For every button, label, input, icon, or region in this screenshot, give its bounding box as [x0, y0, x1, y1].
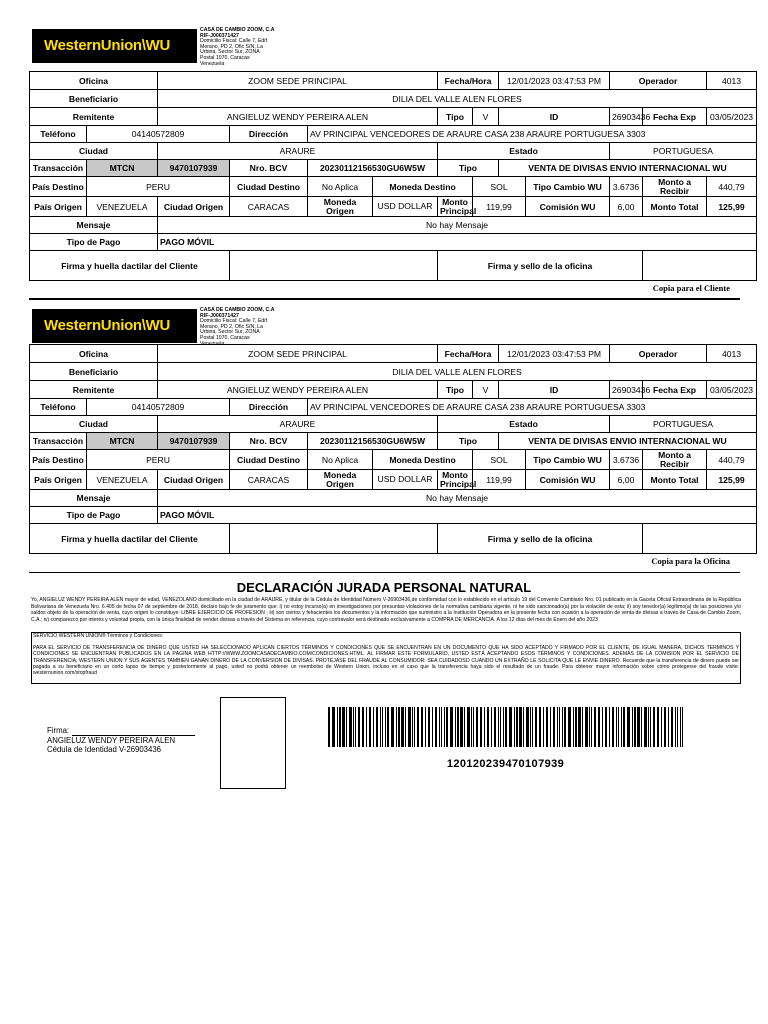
- label-fecha-hora: Fecha/Hora: [438, 72, 499, 90]
- value-monto-recibir: 440,79: [707, 450, 757, 470]
- label-tipo-pago: Tipo de Pago: [30, 507, 158, 524]
- barcode-bar: [557, 707, 558, 747]
- barcode-bar: [349, 707, 352, 747]
- barcode-bar: [464, 707, 465, 747]
- label-beneficiario: Beneficiario: [30, 363, 158, 381]
- label-telefono: Teléfono: [30, 126, 87, 143]
- barcode-bar: [498, 707, 499, 747]
- value-ciudad-origen: CARACAS: [230, 470, 308, 490]
- barcode-bar: [568, 707, 571, 747]
- value-oficina: ZOOM SEDE PRINCIPAL: [158, 72, 438, 90]
- barcode-bar: [405, 707, 406, 747]
- barcode-bar: [444, 707, 445, 747]
- label-monto-recibir: Monto a Recibir: [643, 450, 707, 470]
- label-tipo-transaccion: Tipo: [438, 433, 499, 450]
- barcode-bar: [421, 707, 423, 747]
- signature-label: Firma:: [47, 726, 70, 735]
- value-fecha-hora: 12/01/2023 03:47:53 PM: [499, 345, 610, 363]
- label-moneda-origen: Moneda Origen: [308, 470, 373, 490]
- barcode-bar: [503, 707, 504, 747]
- value-id: 26903436: [610, 381, 643, 399]
- barcode-bar: [366, 707, 367, 747]
- terms-text: PARA EL SERVICIO DE TRANSFERENCIA DE DINERO QUE USTED HA SELECCIONADO APLICAN CIERTOS TÉRMINOS Y CONDICIONES QUE SE ENCUENTRAN EN UN DOCUMENTO QUE HA SIDO ACEPTADO Y FIRMADO POR EL CLIENTE, DE IGUAL MANERA, DICHOS TERMINOS Y CONDICIONES SE ENCUENTRAN PUBLICADOS EN LA PÁGINA WEB HTTP://WWW.ZOOMCASADECAMBIO.COM/CONDICIONES.HTML. AL FIRMAR ESTE FORMULARIO, USTED ESTÁ ACEPTANDO ESOS TÉRMINOS Y CONDICIONES. ADEMÁS DE LA COMISION POR EL SERVICIO DE TRANSFERENCIA, WESTERN UNION Y SUS AGENTES TAMBIEN GANAN DINERO DE LA CONVERSION DE DIVISAS. PROTÉJASE DEL FRAUDE AL CONSUMIDOR: SEA CUIDADOSO CUANDO UN EXTRAÑO LE SOLICITA QUE LE ENVIE DINERO. Recuerde que la transferencia de dinero puede ser pagada a su beneficiario en un corto lapso de tiempo y posteriormente al pago, usted no podrá obtener un reembolso de Western Union, incluso en el caso que la transferencia haya sido el resultado de un fraude. Para obtener mayor información sobre cómo protegerse del fraude visite: westernunion.com/stopfraud: [33, 645, 739, 677]
- value-monto-recibir: 440,79: [707, 177, 757, 197]
- barcode-bar: [337, 707, 338, 747]
- value-ciudad: ARAURE: [158, 416, 438, 433]
- barcode-bar: [450, 707, 453, 747]
- label-tipo-cambio: Tipo Cambio WU: [526, 450, 610, 470]
- value-tipo-pago: PAGO MÓVIL: [158, 234, 757, 251]
- value-estado: PORTUGUESA: [610, 416, 757, 433]
- barcode-bar: [562, 707, 563, 747]
- value-direccion: AV PRINCIPAL VENCEDORES DE ARAURE CASA 238 ARAURE PORTUGUESA 3303: [308, 126, 757, 143]
- label-remitente: Remitente: [30, 381, 158, 399]
- barcode-bar: [355, 707, 356, 747]
- barcode-bar: [500, 707, 501, 747]
- declaration-text: Yo, ANGIELUZ WENDY PEREIRA ALEN mayor de edad, VENEZOLANO domiciliado en la ciudad de ARAURE, y titular de la Cédula de Identidad Número V-26903436,de conformidad con lo establecido en el artículo 19 del Convenio Cambiario Nro. 01 publicado en la Gaceta Oficial Extraordinaria de la República Bolivariana de Venezuela Nro. 6.405 de fecha 07 de septiembre de 2018, declaro bajo fe de juramento que: i) no estoy incurso(a) en investigaciones por presuntas violaciones de la normativa cambiaria vigente, ni he sido sancionado(a) por la violación de esta; ii) soy tenedor(a) legítimo(a) de las posiciones y/o saldos objeto de la operación de venta, cuyo origen lo constituye: LIBRE EJERCICIO DE PROFESION ; iii) son ciertos y fehacientes los documentos y la información que suministro a la Institución Operadora en la presente fecha con ocasión a la operación de venta de divisas a través de Casa de Cambio Zoom, C.A.; iv) comparezco por interés y voluntad propia, con la única finalidad de vender divisas a través del Sistema en referencia, cuyo contravalor será destinado exclusivamente a COMPRA DE MERCANCIA. A los 12 días del mes de Enero del año 2023: [31, 597, 741, 623]
- label-mtcn: MTCN: [87, 433, 158, 450]
- signature-cedula: Cédula de Identidad V-26903436: [47, 745, 162, 754]
- barcode-bar: [398, 707, 400, 747]
- value-monto-principal: 119,99: [473, 197, 526, 217]
- value-mensaje: No hay Mensaje: [158, 217, 757, 234]
- label-monto-total: Monto Total: [643, 197, 707, 217]
- signature-name: ANGIELUZ WENDY PEREIRA ALEN: [47, 735, 176, 745]
- value-telefono: 04140572809: [87, 126, 230, 143]
- label-ciudad: Ciudad: [30, 143, 158, 160]
- label-comision: Comisión WU: [526, 470, 610, 490]
- company-info: CASA DE CAMBIO ZOOM, C.A RIF-J000371427 Domicilio Fiscal: Calle 7, Edif. Merano, PD 2, Ofic S/N, La Urbina, Sector Sur, ZONA Postal 1070, Caracas Venezuela: [200, 307, 275, 347]
- label-tipo: Tipo: [438, 108, 473, 126]
- barcode-bar: [376, 707, 378, 747]
- barcode-bar: [553, 707, 555, 747]
- barcode-bar: [653, 707, 655, 747]
- value-beneficiario: DILIA DEL VALLE ALEN FLORES: [158, 363, 757, 381]
- barcode-bar: [460, 707, 463, 747]
- barcode-bar: [675, 707, 676, 747]
- value-beneficiario: DILIA DEL VALLE ALEN FLORES: [158, 90, 757, 108]
- barcode-bar: [573, 707, 574, 747]
- barcode-bar: [605, 707, 607, 747]
- label-operador: Operador: [610, 345, 707, 363]
- value-oficina: ZOOM SEDE PRINCIPAL: [158, 345, 438, 363]
- barcode-bar: [455, 707, 456, 747]
- label-operador: Operador: [610, 72, 707, 90]
- value-monto-total: 125,99: [707, 470, 757, 490]
- barcode-bar: [564, 707, 566, 747]
- copy-label-cliente: Copia para el Cliente: [652, 283, 730, 293]
- label-firma-oficina: Firma y sello de la oficina: [438, 524, 643, 554]
- firma-cliente-box: [230, 251, 438, 281]
- barcode-bar: [387, 707, 389, 747]
- barcode-bar: [582, 707, 583, 747]
- firma-cliente-box: [230, 524, 438, 554]
- label-transaccion: Transacción: [30, 433, 87, 450]
- label-oficina: Oficina: [30, 345, 158, 363]
- label-moneda-destino: Moneda Destino: [373, 450, 473, 470]
- value-mtcn: 9470107939: [158, 160, 230, 177]
- firma-oficina-box: [643, 524, 757, 554]
- barcode-bar: [396, 707, 397, 747]
- value-ciudad-origen: CARACAS: [230, 197, 308, 217]
- value-id: 26903436: [610, 108, 643, 126]
- value-tipo: V: [473, 381, 499, 399]
- label-nro-bcv: Nro. BCV: [230, 160, 308, 177]
- label-moneda-origen: Moneda Origen: [308, 197, 373, 217]
- barcode-bar: [585, 707, 588, 747]
- label-id: ID: [499, 108, 610, 126]
- label-id: ID: [499, 381, 610, 399]
- firma-oficina-box: [643, 251, 757, 281]
- barcode-bar: [546, 707, 548, 747]
- value-mtcn: 9470107939: [158, 433, 230, 450]
- barcode-bar: [491, 707, 492, 747]
- label-ciudad-destino: Ciudad Destino: [230, 177, 308, 197]
- value-nro-bcv: 20230112156530GU6W5W: [308, 433, 438, 450]
- label-pais-origen: País Origen: [30, 197, 87, 217]
- label-firma-cliente: Firma y huella dactilar del Cliente: [30, 524, 230, 554]
- barcode-bar: [358, 707, 360, 747]
- barcode-bar: [616, 707, 617, 747]
- label-tipo-cambio: Tipo Cambio WU: [526, 177, 610, 197]
- value-nro-bcv: 20230112156530GU6W5W: [308, 160, 438, 177]
- value-ciudad-destino: No Aplica: [308, 177, 373, 197]
- barcode-bar: [575, 707, 577, 747]
- barcode-bar: [623, 707, 625, 747]
- barcode-bar: [516, 707, 518, 747]
- transaction-form: [29, 71, 757, 281]
- barcode-bar: [439, 707, 440, 747]
- value-moneda-origen: USD DOLLAR: [373, 197, 438, 217]
- label-mensaje: Mensaje: [30, 217, 158, 234]
- value-tipo-cambio: 3.6736: [610, 177, 643, 197]
- value-operador: 4013: [707, 72, 757, 90]
- barcode-bar: [591, 707, 592, 747]
- barcode-bar: [677, 707, 678, 747]
- barcode-bar: [682, 707, 683, 747]
- value-remitente: ANGIELUZ WENDY PEREIRA ALEN: [158, 381, 438, 399]
- barcode-bar: [401, 707, 404, 747]
- barcode-bar: [408, 707, 411, 747]
- barcode-bar: [621, 707, 622, 747]
- value-comision: 6,00: [610, 470, 643, 490]
- label-direccion: Dirección: [230, 399, 308, 416]
- barcode-bar: [627, 707, 630, 747]
- value-ciudad-destino: No Aplica: [308, 450, 373, 470]
- value-monto-principal: 119,99: [473, 470, 526, 490]
- barcode-bar: [369, 707, 371, 747]
- barcode-bar: [532, 707, 533, 747]
- value-tipo-cambio: 3.6736: [610, 450, 643, 470]
- barcode-bar: [428, 707, 430, 747]
- barcode-bar: [535, 707, 537, 747]
- label-firma-cliente: Firma y huella dactilar del Cliente: [30, 251, 230, 281]
- label-nro-bcv: Nro. BCV: [230, 433, 308, 450]
- value-moneda-destino: SOL: [473, 450, 526, 470]
- barcode-bar: [417, 707, 419, 747]
- label-tipo-transaccion: Tipo: [438, 160, 499, 177]
- label-pais-origen: País Origen: [30, 470, 87, 490]
- value-telefono: 04140572809: [87, 399, 230, 416]
- label-oficina: Oficina: [30, 72, 158, 90]
- label-remitente: Remitente: [30, 108, 158, 126]
- barcode-number: 120120239470107939: [446, 758, 565, 770]
- value-operador: 4013: [707, 345, 757, 363]
- barcode-bar: [414, 707, 415, 747]
- barcode-bar: [680, 707, 681, 747]
- barcode-bar: [446, 707, 448, 747]
- copy-label-oficina: Copia para la Oficina: [651, 556, 730, 566]
- barcode-bar: [353, 707, 354, 747]
- barcode-bar: [602, 707, 603, 747]
- barcode-bar: [594, 707, 596, 747]
- barcode-bar: [373, 707, 374, 747]
- separator-line: [29, 298, 740, 300]
- barcode-bar: [578, 707, 581, 747]
- barcode-bar: [476, 707, 478, 747]
- label-transaccion: Transacción: [30, 160, 87, 177]
- barcode-bar: [598, 707, 600, 747]
- terms-title: SERVICIO WESTERN UNION® Términos y Condiciones:: [33, 633, 164, 639]
- separator-line: [29, 572, 740, 573]
- value-pais-origen: VENEZUELA: [87, 197, 158, 217]
- barcode-bar: [382, 707, 383, 747]
- value-fecha-exp: 03/05/2023: [707, 108, 757, 126]
- label-firma-oficina: Firma y sello de la oficina: [438, 251, 643, 281]
- label-fecha-hora: Fecha/Hora: [438, 345, 499, 363]
- value-comision: 6,00: [610, 197, 643, 217]
- barcode-bar: [644, 707, 647, 747]
- barcode-bar: [637, 707, 640, 747]
- barcode-bar: [473, 707, 474, 747]
- label-monto-principal: Monto Principal: [438, 470, 473, 490]
- label-estado: Estado: [438, 143, 610, 160]
- value-moneda-destino: SOL: [473, 177, 526, 197]
- signature-block: [47, 726, 195, 755]
- value-tipo: V: [473, 108, 499, 126]
- western-union-logo: WesternUnion\WU: [32, 29, 197, 63]
- value-ciudad: ARAURE: [158, 143, 438, 160]
- value-fecha-exp: 03/05/2023: [707, 381, 757, 399]
- barcode-bar: [332, 707, 335, 747]
- label-monto-total: Monto Total: [643, 470, 707, 490]
- barcode-bar: [612, 707, 614, 747]
- barcode-bar: [425, 707, 426, 747]
- label-tipo-pago: Tipo de Pago: [30, 234, 158, 251]
- barcode-bar: [668, 707, 669, 747]
- terms-box: [31, 632, 741, 684]
- label-comision: Comisión WU: [526, 197, 610, 217]
- value-pais-origen: VENEZUELA: [87, 470, 158, 490]
- barcode-bar: [484, 707, 485, 747]
- label-monto-recibir: Monto a Recibir: [643, 177, 707, 197]
- barcode-bar: [519, 707, 522, 747]
- value-fecha-hora: 12/01/2023 03:47:53 PM: [499, 72, 610, 90]
- label-direccion: Dirección: [230, 126, 308, 143]
- barcode-bar: [435, 707, 437, 747]
- barcode-bar: [441, 707, 442, 747]
- barcode-bar: [543, 707, 544, 747]
- label-ciudad: Ciudad: [30, 416, 158, 433]
- label-beneficiario: Beneficiario: [30, 90, 158, 108]
- label-fecha-exp: Fecha Exp: [643, 108, 707, 126]
- value-monto-total: 125,99: [707, 197, 757, 217]
- label-mtcn: MTCN: [87, 160, 158, 177]
- barcode-bar: [530, 707, 531, 747]
- barcode-bar: [514, 707, 515, 747]
- value-pais-destino: PERU: [87, 450, 230, 470]
- label-monto-principal: Monto Principal: [438, 197, 473, 217]
- barcode-bar: [664, 707, 666, 747]
- value-direccion: AV PRINCIPAL VENCEDORES DE ARAURE CASA 238 ARAURE PORTUGUESA 3303: [308, 399, 757, 416]
- barcode-bar: [523, 707, 524, 747]
- barcode-bar: [457, 707, 459, 747]
- label-telefono: Teléfono: [30, 399, 87, 416]
- label-pais-destino: País Destino: [30, 450, 87, 470]
- barcode: [328, 707, 683, 747]
- value-remitente: ANGIELUZ WENDY PEREIRA ALEN: [158, 108, 438, 126]
- barcode-bar: [509, 707, 512, 747]
- label-moneda-destino: Moneda Destino: [373, 177, 473, 197]
- value-pais-destino: PERU: [87, 177, 230, 197]
- barcode-bar: [471, 707, 472, 747]
- barcode-bar: [385, 707, 386, 747]
- barcode-bar: [346, 707, 347, 747]
- barcode-bar: [328, 707, 330, 747]
- transaction-form: [29, 344, 757, 554]
- barcode-bar: [609, 707, 610, 747]
- barcode-bar: [650, 707, 651, 747]
- label-pais-destino: País Destino: [30, 177, 87, 197]
- barcode-bar: [657, 707, 659, 747]
- label-estado: Estado: [438, 416, 610, 433]
- value-tipo-transaccion: VENTA DE DIVISAS ENVIO INTERNACIONAL WU: [499, 433, 757, 450]
- barcode-bar: [391, 707, 394, 747]
- declaration-title: DECLARACIÓN JURADA PERSONAL NATURAL: [236, 580, 532, 595]
- barcode-bar: [632, 707, 633, 747]
- western-union-logo: WesternUnion\WU: [32, 309, 197, 343]
- barcode-bar: [505, 707, 507, 747]
- value-tipo-transaccion: VENTA DE DIVISAS ENVIO INTERNACIONAL WU: [499, 160, 757, 177]
- label-tipo: Tipo: [438, 381, 473, 399]
- barcode-bar: [641, 707, 642, 747]
- barcode-bar: [648, 707, 649, 747]
- barcode-bar: [467, 707, 470, 747]
- barcode-bar: [539, 707, 541, 747]
- barcode-bar: [526, 707, 529, 747]
- label-fecha-exp: Fecha Exp: [643, 381, 707, 399]
- barcode-bar: [618, 707, 619, 747]
- barcode-bar: [342, 707, 345, 747]
- barcode-bar: [362, 707, 364, 747]
- barcode-bar: [559, 707, 560, 747]
- barcode-bar: [412, 707, 413, 747]
- barcode-bar: [494, 707, 496, 747]
- value-estado: PORTUGUESA: [610, 143, 757, 160]
- thumbprint-box: [220, 697, 286, 789]
- label-ciudad-origen: Ciudad Origen: [158, 470, 230, 490]
- barcode-bar: [487, 707, 489, 747]
- label-ciudad-destino: Ciudad Destino: [230, 450, 308, 470]
- value-moneda-origen: USD DOLLAR: [373, 470, 438, 490]
- barcode-bar: [589, 707, 590, 747]
- value-tipo-pago: PAGO MÓVIL: [158, 507, 757, 524]
- barcode-bar: [339, 707, 341, 747]
- label-ciudad-origen: Ciudad Origen: [158, 197, 230, 217]
- barcode-bar: [634, 707, 636, 747]
- barcode-bar: [661, 707, 662, 747]
- barcode-bar: [671, 707, 673, 747]
- company-info: CASA DE CAMBIO ZOOM, C.A RIF-J000371427 Domicilio Fiscal: Calle 7, Edif. Merano, PD 2, Ofic S/N, La Urbina, Sector Sur, ZONA Postal 1070, Caracas Venezuela: [200, 27, 275, 67]
- barcode-bar: [480, 707, 482, 747]
- value-mensaje: No hay Mensaje: [158, 490, 757, 507]
- barcode-bar: [432, 707, 433, 747]
- label-mensaje: Mensaje: [30, 490, 158, 507]
- barcode-bar: [380, 707, 381, 747]
- barcode-bar: [550, 707, 551, 747]
